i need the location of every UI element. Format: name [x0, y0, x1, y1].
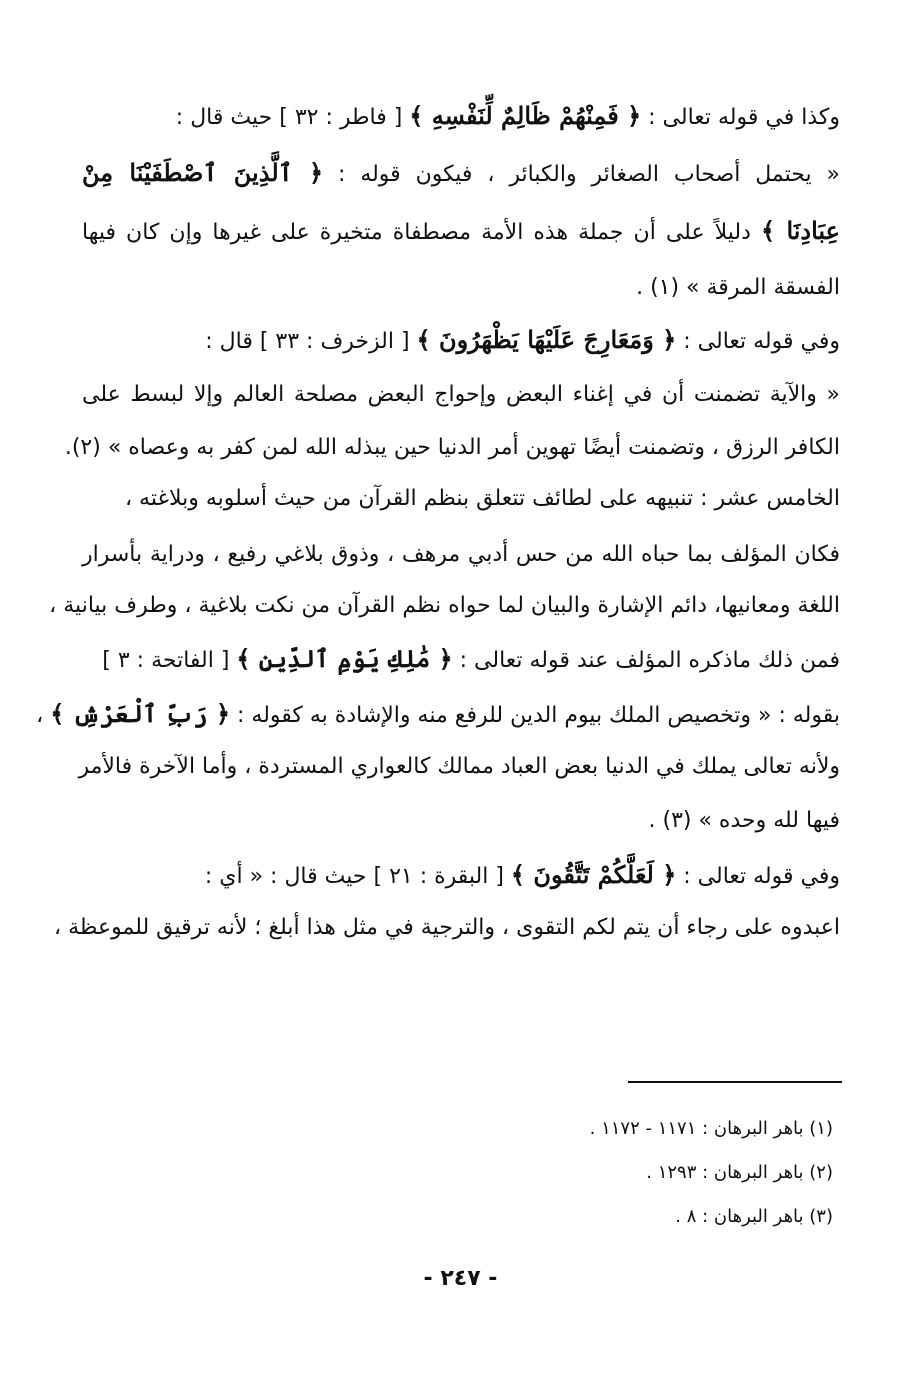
quran-verse: عِبَادِنَا ﴾ [760, 216, 840, 245]
text-segment: فمن ذلك ماذكره المؤلف عند قوله تعالى : [452, 648, 840, 673]
body-line-9 [82, 540, 840, 570]
text-segment: [ الفاتحة : ٣ ] [102, 648, 237, 673]
text-segment: [ الزخرف : ٣٣ ] قال : [205, 329, 417, 354]
body-line-15 [82, 860, 840, 892]
text-segment: الفسقة المرقة » (١) . [636, 275, 840, 300]
text-segment: الكافر الرزق ، وتضمنت أيضًا تهوين أمر الدنيا حين يبذله الله لمن كفر به وعصاه » (٢). [64, 435, 840, 460]
body-line-16 [54, 913, 840, 943]
body-line-13 [78, 752, 840, 782]
body-line-4 [82, 273, 840, 303]
body-line-7 [64, 433, 840, 463]
body-line-2 [82, 158, 840, 190]
body-line-5 [82, 325, 840, 357]
text-segment: وفي قوله تعالى : [676, 864, 840, 889]
text-segment: الخامس عشر : تنبيهه على لطائف تتعلق بنظم القرآن من حيث أسلوبه وبلاغته ، [124, 486, 840, 511]
quran-verse: ﴿ مَٰلِكِ يَوْمِ ٱلدِّينِ ﴾ [236, 644, 453, 673]
body-line-1 [82, 101, 840, 133]
body-line-6 [82, 380, 840, 410]
body-line-11 [82, 644, 840, 676]
body-line-12 [36, 699, 840, 731]
text-segment: « والآية تضمنت أن في إغناء البعض وإحواج البعض مصلحة العالم وإلا لبسط على [82, 382, 840, 407]
quran-verse: ﴿ فَمِنْهُمْ ظَالِمٌ لِّنَفْسِهِ ﴾ [409, 101, 642, 130]
text-segment: وكذا في قوله تعالى : [641, 105, 840, 130]
footnote-1: (١) باهر البرهان : ١١٧١ - ١١٧٢ . [589, 1118, 833, 1139]
quran-verse: ﴿ وَمَعَارِجَ عَلَيْهَا يَظْهَرُونَ ﴾ [416, 325, 677, 354]
body-line-8 [82, 484, 840, 514]
text-segment: [ البقرة : ٢١ ] حيث قال : « أي : [204, 864, 511, 889]
page-number: - ٢٤٧ - [423, 1266, 498, 1291]
quran-verse: ﴿ رَبِّ ٱلْعَرْشِ ﴾ [50, 699, 231, 728]
body-line-14 [82, 806, 840, 836]
text-segment: « يحتمل أصحاب الصغائر والكبائر ، فيكون قوله : [323, 162, 840, 187]
text-segment: فيها لله وحده » (٣) . [648, 808, 840, 833]
text-segment: ، [36, 703, 51, 728]
quran-verse: ﴿ لَعَلَّكُمْ تَتَّقُونَ ﴾ [510, 860, 677, 889]
body-line-10 [49, 591, 840, 621]
footnote-3: (٣) باهر البرهان : ٨ . [675, 1206, 833, 1227]
text-segment: بقوله : « وتخصيص الملك بيوم الدين للرفع منه والإشادة به كقوله : [230, 703, 840, 728]
text-segment: [ فاطر : ٣٢ ] حيث قال : [175, 105, 410, 130]
quran-verse: ﴿ ٱلَّذِينَ ٱصْطَفَيْنَا مِنْ [82, 158, 324, 187]
text-segment: فكان المؤلف بما حباه الله من حس أدبي مرهف ، وذوق بلاغي رفيع ، ودراية بأسرار [82, 542, 840, 567]
text-segment: اللغة ومعانيها، دائم الإشارة والبيان لما حواه نظم القرآن من نكت بلاغية ، وطرف بيانية ، [49, 593, 840, 618]
text-segment: ولأنه تعالى يملك في الدنيا بعض العباد ممالك كالعواري المستردة ، وأما الآخرة فالأمر [78, 754, 840, 779]
text-segment: اعبدوه على رجاء أن يتم لكم التقوى ، والترجية في مثل هذا أبلغ ؛ لأنه ترقيق للموعظة ، [54, 915, 840, 940]
body-line-3 [82, 216, 840, 248]
footnote-divider [628, 1081, 842, 1083]
text-segment: وفي قوله تعالى : [676, 329, 840, 354]
footnote-2: (٢) باهر البرهان : ١٢٩٣ . [646, 1162, 833, 1183]
text-segment: دليلاً على أن جملة هذه الأمة مصطفاة متخيرة على غيرها وإن كان فيها [82, 220, 761, 245]
